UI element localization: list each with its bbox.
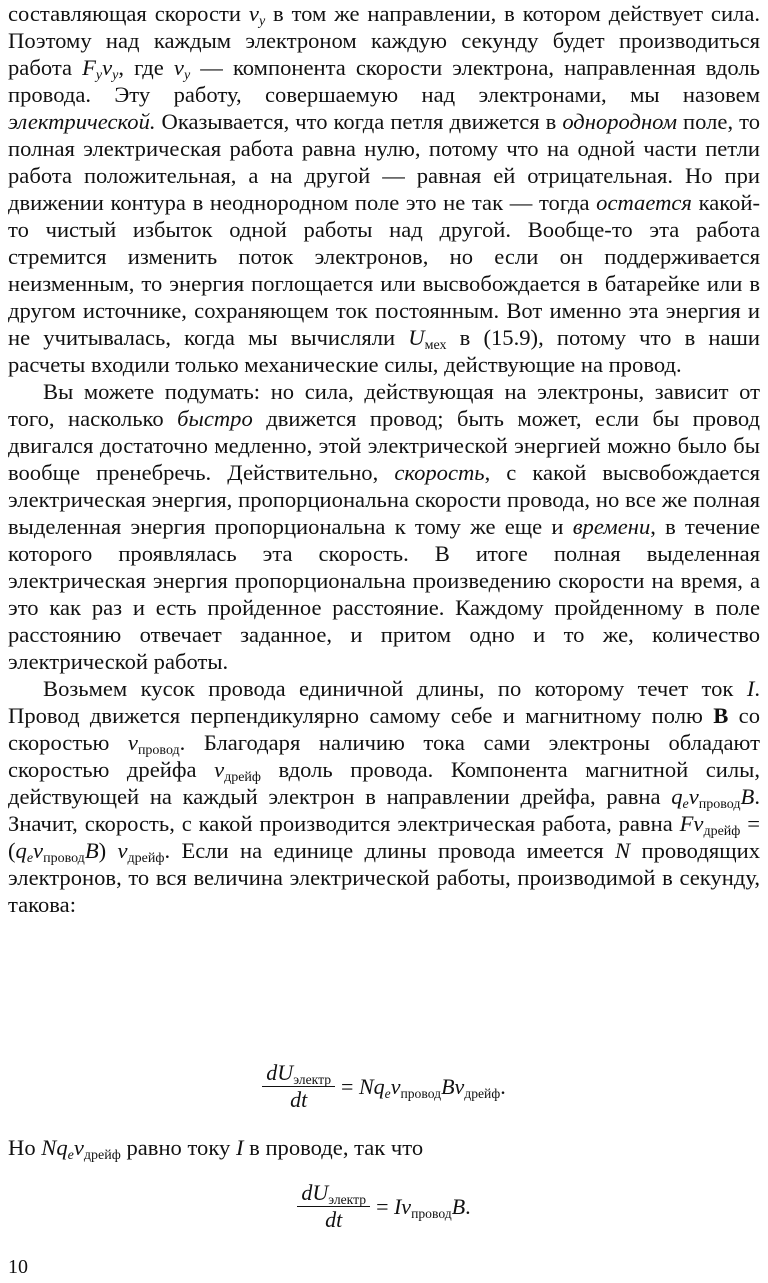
- math-symbol: U: [408, 325, 425, 350]
- fraction-denominator: dt: [290, 1087, 308, 1112]
- emphasis: времени: [572, 514, 651, 539]
- math-subscript: y: [258, 13, 266, 29]
- math-symbol: B: [740, 784, 755, 809]
- math-subscript: дрейф: [83, 1147, 121, 1163]
- math-symbol: F: [82, 55, 96, 80]
- emphasis: однородном: [562, 109, 678, 134]
- page-number: 10: [8, 1256, 28, 1278]
- math-subscript: провод: [698, 796, 741, 812]
- text-run: какой-то чистый избыток одной работы над другой. Вообще-то эта работа стремится изменить поток электронов, но если он поддерживается неизменным, то энергия поглощается или высвобождается в батарейке или в другом источнике, сохраняющем ток постоянным. Вот именно эта энергия и не учитывалась, когда мы вычисляли: [8, 190, 760, 350]
- math-symbol: N: [615, 838, 631, 863]
- text-run: Оказывается, что когда петля движется в: [155, 109, 563, 134]
- text-run: в (15.9), потому что в наши расчеты входили только механические силы, действующие на провод.: [8, 325, 761, 377]
- math-subscript: мех: [424, 337, 447, 353]
- math-symbol: Iv: [393, 1193, 412, 1219]
- text-run: . Значит, скорость, с какой производится электрическая работа, равна: [8, 784, 760, 836]
- equation-rhs: [341, 1074, 506, 1100]
- text-run: , с какой высвобождается электрическая энергия, пропорциональна скорости провода, но все же полная выделенная энергия пропорциональна к тому же еще и: [8, 460, 760, 539]
- text-run: . Провод движется перпендикулярно самому себе и магнитному полю: [8, 676, 760, 728]
- math-subscript: дрейф: [703, 823, 741, 839]
- period: .: [500, 1073, 506, 1099]
- math-subscript: дрейф: [224, 769, 261, 785]
- math-subscript: дрейф: [464, 1085, 501, 1101]
- equation-2: [0, 1180, 768, 1233]
- text-run: движется провод; быть может, если бы провод двигался достаточно медленно, этой электрической энергией можно было бы вообще пренебречь. Действительно,: [8, 406, 760, 485]
- equals-sign: =: [376, 1193, 394, 1219]
- math-symbol: dU: [301, 1180, 329, 1205]
- emphasis: остается: [596, 190, 692, 215]
- math-symbol: v: [688, 784, 699, 809]
- math-subscript: e: [67, 1147, 74, 1163]
- text-run: , где: [118, 55, 174, 80]
- text-run: . Благодаря наличию тока сами электроны обладают скоростью дрейфа: [8, 730, 760, 782]
- math-symbol: v: [390, 1073, 401, 1099]
- emphasis: электрической.: [8, 109, 156, 134]
- math-symbol: v: [73, 1135, 84, 1160]
- math-symbol: v: [102, 55, 113, 80]
- math-symbol: v: [214, 757, 225, 782]
- text-run: Возьмем кусок провода единичной длины, по которому течет ток: [43, 676, 747, 701]
- math-subscript: провод: [137, 742, 180, 758]
- text-run: Вы можете подумать: но сила, действующая на электроны, зависит от того, насколько: [8, 379, 760, 431]
- text-run: = (: [8, 811, 761, 863]
- math-symbol: Nq: [358, 1073, 385, 1099]
- math-symbol: v: [117, 838, 128, 863]
- text-run: со скоростью: [8, 703, 760, 755]
- math-subscript: e: [384, 1085, 391, 1101]
- math-subscript: y: [183, 67, 191, 83]
- math-symbol: v: [127, 730, 138, 755]
- math-subscript: y: [95, 67, 103, 83]
- equals-sign: =: [341, 1073, 359, 1099]
- text-run: поле, то полная электрическая работа равна нулю, потому что на одной части петли работа положительная, а на другой — равная ей отрицательная. Но при движении контура в неоднородном поле это не так — тогда: [8, 109, 760, 215]
- body-text: [8, 0, 760, 918]
- math-symbol: v: [173, 55, 184, 80]
- math-subscript: e: [682, 796, 689, 812]
- math-subscript: провод: [411, 1205, 452, 1221]
- math-symbol: Nq: [41, 1135, 68, 1160]
- text-run: составляющая скорости: [8, 1, 249, 26]
- text-run: , в течение которого проявлялась эта скорость. В итоге полная выделенная электрическая энергия пропорциональна произведению скорости на время, а это как раз и есть пройденное расстояние. Каждому пройденному в поле расстоянию отвечает заданное, и притом одно и то же, количество электрической работы.: [8, 514, 760, 674]
- fraction-denominator: dt: [325, 1207, 343, 1232]
- math-vector-b: B: [713, 703, 729, 728]
- period: .: [465, 1193, 471, 1219]
- math-symbol: I: [235, 1135, 244, 1160]
- emphasis: скорость: [394, 460, 485, 485]
- paragraph-1: [8, 0, 760, 378]
- math-symbol: I: [746, 676, 755, 701]
- math-symbol: q: [671, 784, 683, 809]
- paragraph-3: [8, 675, 760, 918]
- fraction-numerator: [297, 1180, 370, 1207]
- math-symbol: dU: [266, 1060, 294, 1085]
- equation-rhs: [376, 1194, 471, 1220]
- math-symbol: Fv: [679, 811, 704, 836]
- math-subscript: дрейф: [127, 850, 165, 866]
- math-subscript: провод: [400, 1085, 442, 1101]
- math-symbol: B: [451, 1193, 466, 1219]
- text-run: — компонента скорости электрона, направленная вдоль провода. Эту работу, совершаемую над электронами, мы назовем: [8, 55, 760, 107]
- text-run: ): [98, 838, 118, 863]
- math-symbol: v: [33, 838, 44, 863]
- text-run: . Если на единице длины провода имеется: [164, 838, 616, 863]
- connecting-line: [8, 1134, 423, 1161]
- text-run: в том же направлении, в котором действует сила. Поэтому над каждым электроном каждую секунду будет производиться работа: [8, 1, 761, 80]
- equation-1: [0, 1060, 768, 1113]
- math-symbol: B: [84, 838, 99, 863]
- math-symbol: Bv: [441, 1073, 465, 1099]
- fraction: [297, 1180, 370, 1233]
- text-run: равно току: [120, 1135, 236, 1160]
- math-subscript: электр: [293, 1071, 332, 1087]
- fraction: [262, 1060, 335, 1113]
- math-subscript: провод: [43, 850, 85, 866]
- text-run: Но: [8, 1135, 42, 1160]
- text-run: в проводе, так что: [243, 1135, 424, 1160]
- math-symbol: v: [248, 1, 259, 26]
- math-subscript: e: [26, 850, 34, 866]
- math-symbol: q: [15, 838, 27, 863]
- fraction-numerator: [262, 1060, 335, 1087]
- text-run: вдоль провода. Компонента магнитной силы, действующей на каждый электрон в направлении дрейфа, равна: [8, 757, 760, 809]
- math-subscript: электр: [328, 1191, 367, 1207]
- math-subscript: y: [112, 67, 119, 83]
- text-run: проводящих электронов, то вся величина электрической работы, производимой в секунду, такова:: [8, 838, 760, 917]
- emphasis: быстро: [177, 406, 253, 431]
- paragraph-2: [8, 378, 760, 675]
